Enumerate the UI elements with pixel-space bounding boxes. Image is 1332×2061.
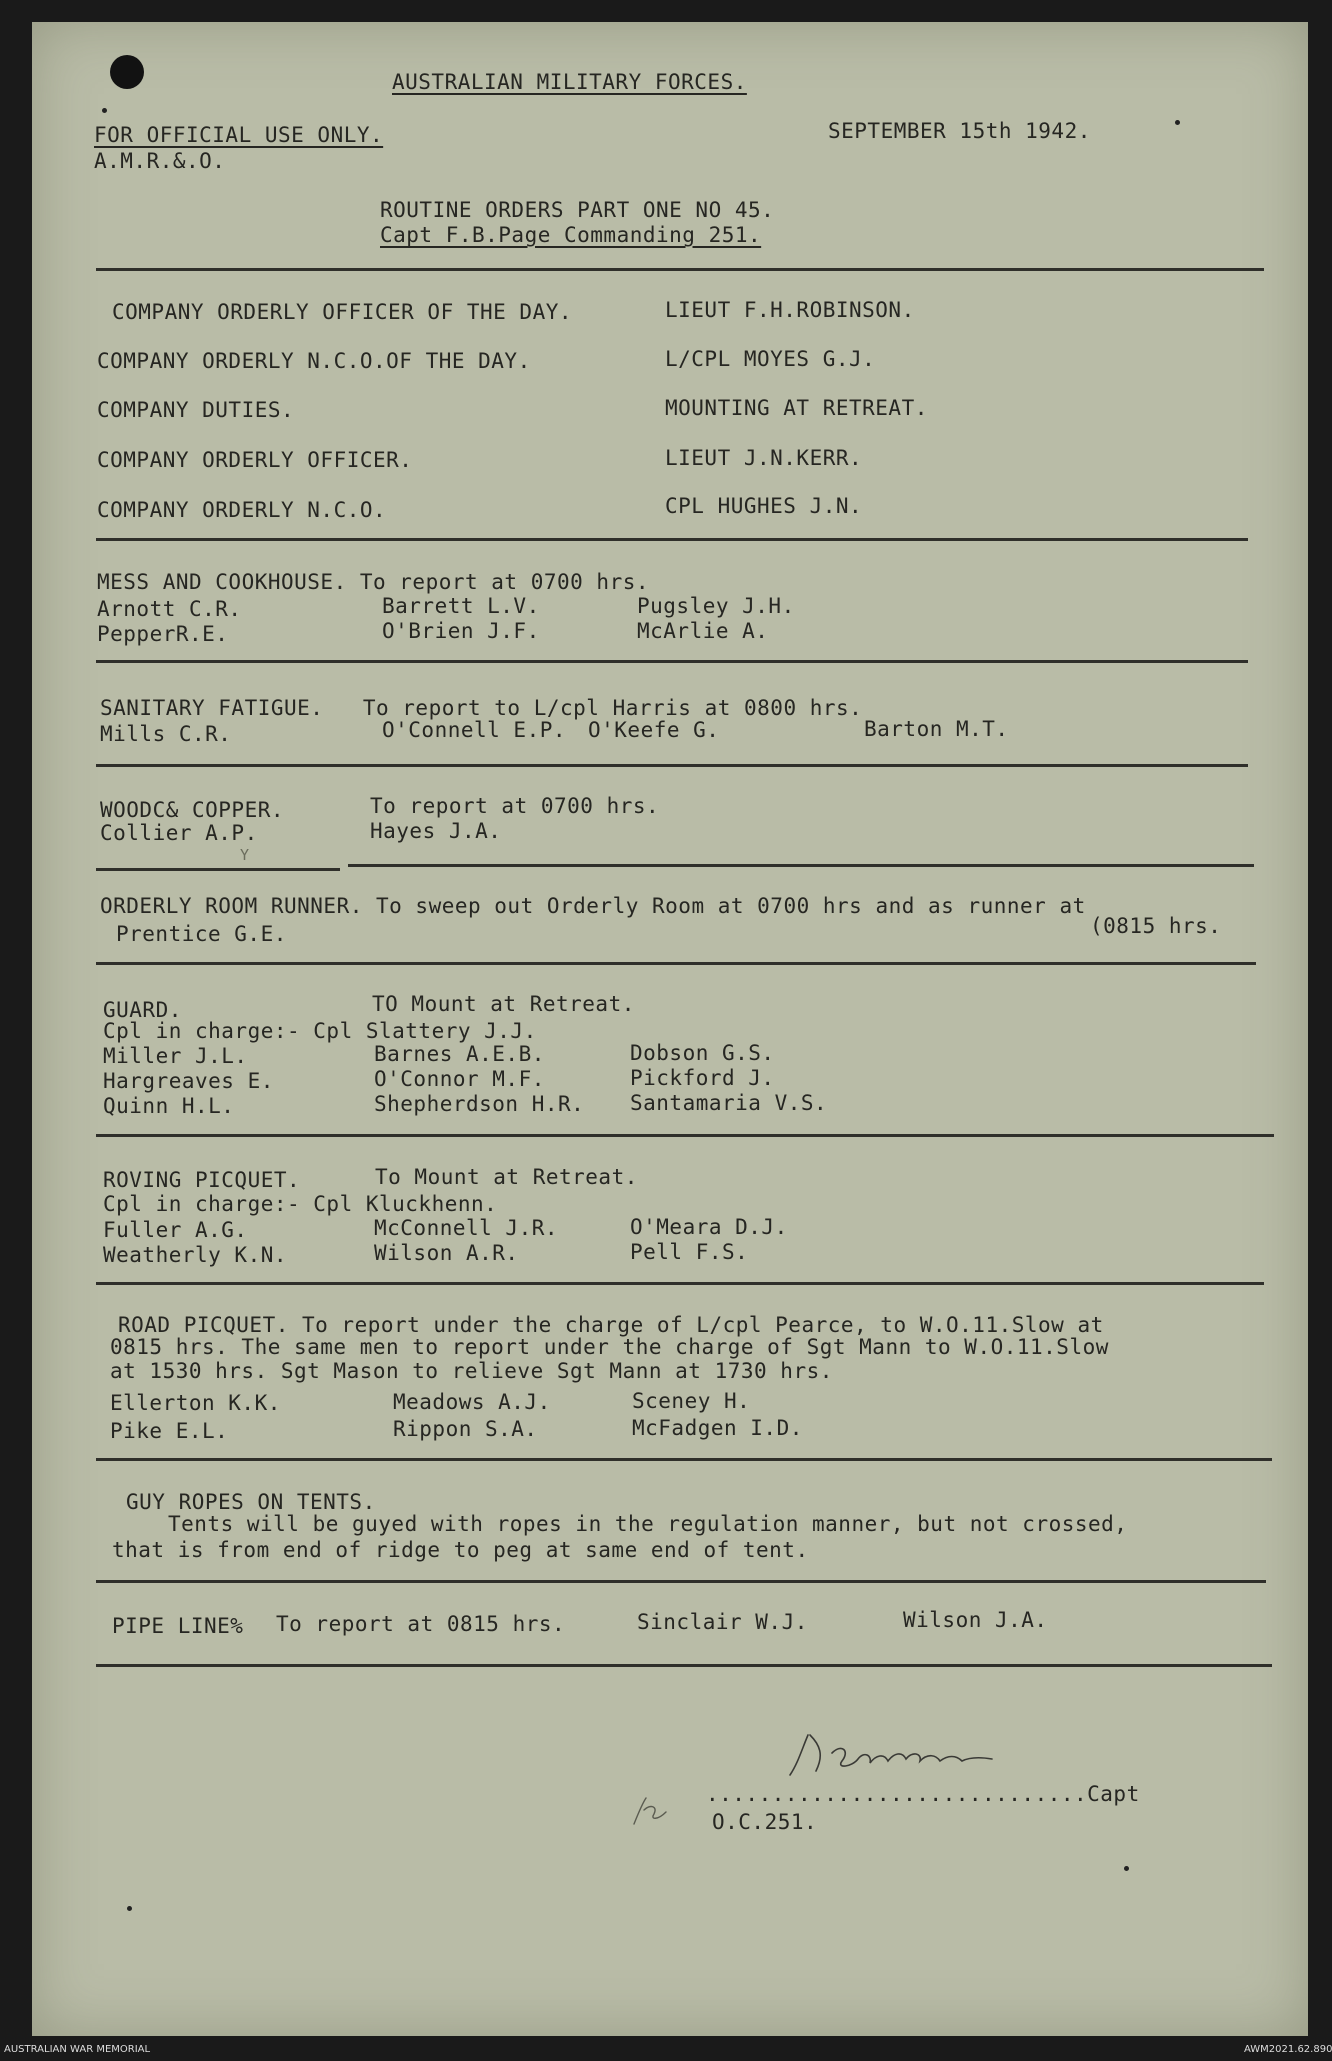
body-line: that is from end of ridge to peg at same end of tent.	[112, 1538, 809, 1562]
duty-role: COMPANY ORDERLY OFFICER OF THE DAY.	[112, 300, 573, 324]
duty-assignee: L/CPL MOYES G.J.	[665, 347, 876, 371]
ink-speck	[102, 108, 107, 113]
name-entry: Arnott C.R.	[97, 597, 242, 621]
name-entry: Wilson A.R.	[374, 1241, 519, 1265]
name-entry: Pugsley J.H.	[637, 594, 795, 618]
pencil-mark: Y	[240, 846, 250, 864]
name-entry: Hargreaves E.	[103, 1069, 274, 1093]
name-entry: Miller J.L.	[103, 1044, 248, 1068]
footer-source: AUSTRALIAN WAR MEMORIAL	[4, 2044, 151, 2055]
section-instruction: TO Mount at Retreat.	[372, 992, 635, 1016]
duty-assignee: LIEUT F.H.ROBINSON.	[665, 298, 915, 322]
section-heading: ROAD PICQUET. To report under the charge of L/cpl Pearce, to W.O.11.Slow at	[118, 1313, 1104, 1337]
commanding-officer: Capt F.B.Page Commanding 251.	[380, 223, 762, 247]
footer-bar	[0, 2036, 1332, 2061]
divider	[96, 538, 1248, 541]
divider	[96, 764, 1248, 767]
divider	[96, 268, 1264, 271]
duty-assignee: MOUNTING AT RETREAT.	[665, 396, 928, 420]
duty-role: COMPANY ORDERLY N.C.O.	[97, 498, 387, 522]
duty-role: COMPANY DUTIES.	[97, 398, 295, 422]
punch-hole	[110, 55, 144, 89]
divider	[96, 1282, 1264, 1285]
signature-line: .............................Capt	[706, 1782, 1140, 1806]
section-heading: ORDERLY ROOM RUNNER. To sweep out Orderly Room at 0700 hrs and as runner at	[100, 894, 1086, 918]
body-line: 0815 hrs. The same men to report under the charge of Sgt Mann to W.O.11.Slow	[110, 1335, 1109, 1359]
divider	[96, 1134, 1274, 1137]
name-entry: Quinn H.L.	[103, 1094, 235, 1118]
ink-speck	[1124, 1866, 1129, 1871]
name-entry: Santamaria V.S.	[630, 1091, 828, 1115]
name-entry: Meadows A.J.	[393, 1390, 551, 1414]
name-entry: Pickford J.	[630, 1066, 775, 1090]
name-entry: Dobson G.S.	[630, 1041, 775, 1065]
divider	[96, 962, 1256, 965]
name-entry: Mills C.R.	[100, 722, 232, 746]
duty-assignee: CPL HUGHES J.N.	[665, 494, 863, 518]
name-entry: Pike E.L.	[110, 1419, 229, 1443]
reference-code: A.M.R.&.O.	[94, 149, 226, 173]
divider	[348, 864, 1254, 867]
name-entry: Shepherdson H.R.	[374, 1092, 585, 1116]
section-instruction: To report at 0700 hrs.	[370, 794, 660, 818]
section-heading: GUY ROPES ON TENTS.	[126, 1490, 376, 1514]
name-entry: O'Connell E.P.	[382, 718, 567, 742]
name-entry: Sceney H.	[632, 1389, 751, 1413]
section-instruction: To report at 0815 hrs.	[276, 1612, 566, 1636]
section-instruction: To Mount at Retreat.	[375, 1165, 638, 1189]
name-entry: McFadgen I.D.	[632, 1416, 803, 1440]
signatory-unit: O.C.251.	[712, 1810, 818, 1834]
name-entry: PepperR.E.	[97, 622, 229, 646]
name-entry: Hayes J.A.	[370, 819, 502, 843]
body-line: Tents will be guyed with ropes in the regulation manner, but not crossed,	[168, 1512, 1128, 1536]
section-heading: SANITARY FATIGUE. To report to L/cpl Harris at 0800 hrs.	[100, 696, 863, 720]
body-line: at 1530 hrs. Sgt Mason to relieve Sgt Mann at 1730 hrs.	[110, 1359, 833, 1383]
divider	[96, 1664, 1272, 1667]
name-entry: Fuller A.G.	[103, 1218, 248, 1242]
divider	[96, 1458, 1272, 1461]
section-heading: WOODC& COPPER.	[100, 798, 285, 822]
name-entry: Pell F.S.	[630, 1240, 749, 1264]
in-charge: Cpl in charge:- Cpl Slattery J.J.	[103, 1019, 537, 1043]
document-date: SEPTEMBER 15th 1942.	[828, 119, 1091, 143]
handwritten-signature	[780, 1725, 1020, 1785]
divider	[96, 1580, 1266, 1583]
duty-role: COMPANY ORDERLY OFFICER.	[97, 448, 413, 472]
duty-assignee: LIEUT J.N.KERR.	[665, 446, 863, 470]
divider	[96, 660, 1248, 663]
name-entry: Barton M.T.	[864, 717, 1009, 741]
name-entry: O'Meara D.J.	[630, 1215, 788, 1239]
name-entry: Collier A.P.	[100, 821, 258, 845]
name-entry: Sinclair W.J.	[637, 1610, 808, 1634]
name-entry: McConnell J.R.	[374, 1216, 559, 1240]
name-entry: McArlie A.	[637, 619, 769, 643]
section-heading: GUARD.	[103, 998, 182, 1022]
per-initial-mark	[628, 1790, 678, 1830]
name-entry: Ellerton K.K.	[110, 1391, 281, 1415]
divider	[96, 868, 340, 871]
duty-role: COMPANY ORDERLY N.C.O.OF THE DAY.	[97, 349, 531, 373]
name-entry: O'Keefe G.	[588, 718, 720, 742]
name-entry: Prentice G.E.	[116, 922, 287, 946]
name-entry: O'Connor M.F.	[374, 1067, 545, 1091]
orders-title: ROUTINE ORDERS PART ONE NO 45.	[380, 198, 775, 222]
name-entry: Barnes A.E.B.	[374, 1042, 545, 1066]
ink-speck	[1175, 120, 1180, 125]
in-charge: Cpl in charge:- Cpl Kluckhenn.	[103, 1192, 498, 1216]
name-entry: Barrett L.V.	[382, 594, 540, 618]
name-entry: Rippon S.A.	[393, 1417, 538, 1441]
name-entry: Wilson J.A.	[903, 1608, 1048, 1632]
section-heading: PIPE LINE%	[112, 1614, 244, 1638]
footer-accession: AWM2021.62.890	[1244, 2044, 1332, 2055]
name-entry: Weatherly K.N.	[103, 1243, 288, 1267]
ink-speck	[127, 1906, 132, 1911]
section-heading: ROVING PICQUET.	[103, 1168, 301, 1192]
name-entry: O'Brien J.F.	[382, 619, 540, 643]
classification: FOR OFFICIAL USE ONLY.	[94, 123, 384, 147]
section-heading: MESS AND COOKHOUSE. To report at 0700 hrs.	[97, 570, 650, 594]
report-time: (0815 hrs.	[1090, 914, 1222, 938]
document-title: AUSTRALIAN MILITARY FORCES.	[392, 70, 747, 94]
